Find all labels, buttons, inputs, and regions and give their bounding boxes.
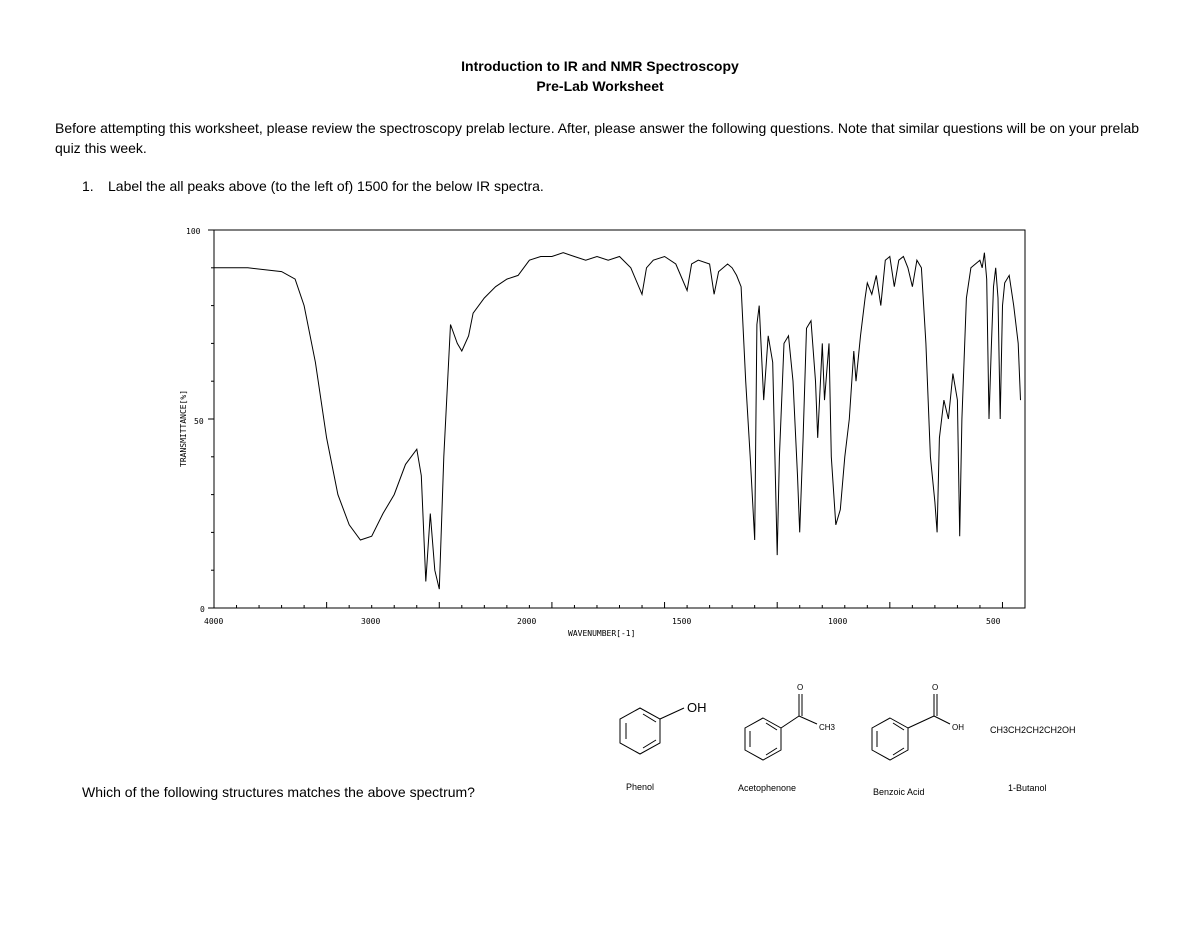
benzoic-acid-group: OH — [952, 723, 964, 732]
benzoic-acid-label: Benzoic Acid — [873, 787, 925, 797]
phenol-structure — [610, 696, 720, 768]
page-subtitle: Pre-Lab Worksheet — [536, 78, 664, 94]
benzoic-acid-structure — [862, 680, 972, 770]
plot-frame — [214, 230, 1025, 608]
intro-paragraph: Before attempting this worksheet, please review the spectroscopy prelab lecture. After, please answer the following questions. Note that similar questions will be on your prelab quiz this week. — [55, 120, 1140, 156]
question-1-number: 1. — [82, 178, 94, 194]
acetophenone-carbonyl: O — [797, 683, 804, 692]
ir-spectrum-chart — [170, 222, 1040, 642]
x-tick-1500: 1500 — [672, 617, 692, 626]
acetophenone-label: Acetophenone — [738, 783, 797, 793]
page-title: Introduction to IR and NMR Spectroscopy — [461, 58, 739, 74]
y-axis-label: TRANSMITTANCE[%] — [179, 389, 188, 467]
y-tick-0: 0 — [200, 605, 205, 614]
acetophenone-structure — [735, 680, 845, 770]
x-tick-3000: 3000 — [361, 617, 381, 626]
x-tick-2000: 2000 — [517, 617, 537, 626]
x-tick-4000: 4000 — [204, 617, 224, 626]
benzoic-acid-carbonyl: O — [932, 683, 939, 692]
butanol-label: 1-Butanol — [1008, 783, 1047, 793]
question-1-text: Label the all peaks above (to the left of) 1500 for the below IR spectra. — [108, 178, 544, 194]
axis-ticks — [208, 230, 1025, 608]
phenol-label: Phenol — [626, 782, 655, 792]
butanol-formula: CH3CH2CH2CH2OH — [990, 725, 1076, 735]
question-2: Which of the following structures matches the above spectrum? — [82, 784, 475, 800]
y-tick-100: 100 — [186, 227, 201, 236]
spectrum-line — [214, 253, 1021, 589]
question-1 — [82, 178, 544, 194]
x-axis-label: WAVENUMBER[-1] — [568, 629, 636, 638]
phenol-group: OH — [687, 700, 707, 715]
acetophenone-group: CH3 — [819, 723, 836, 732]
x-tick-500: 500 — [986, 617, 1001, 626]
y-tick-50: 50 — [194, 417, 204, 426]
x-tick-1000: 1000 — [828, 617, 848, 626]
